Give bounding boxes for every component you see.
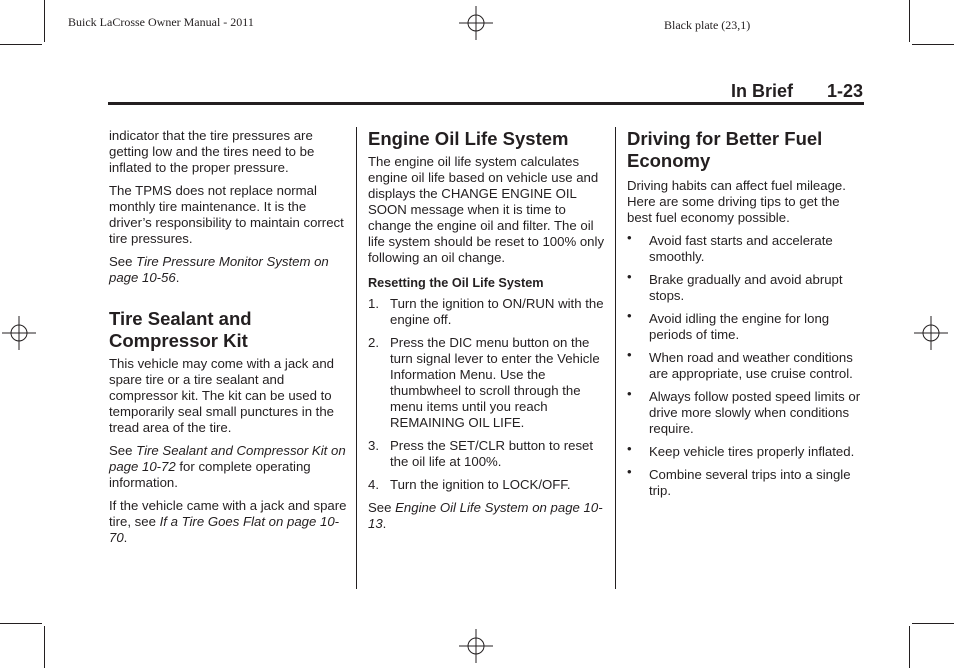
heading-fuel-economy: Driving for Better Fuel Economy (627, 128, 823, 171)
step-item (368, 477, 608, 493)
page-number: 1-23 (827, 81, 864, 101)
tip-item (627, 464, 863, 499)
tip-item (627, 386, 863, 437)
tip-text: Avoid idling the engine for long periods of time. (649, 311, 830, 342)
see-prefix: See (109, 443, 137, 458)
tip-text: Avoid fast starts and accelerate smoothly. (649, 233, 833, 264)
plate-label: Black plate (23,1) (664, 18, 751, 32)
cross-reference (109, 443, 351, 491)
see-suffix: . (175, 270, 180, 285)
tip-text: Keep vehicle tires properly inflated. (649, 444, 855, 459)
section-title: In Brief (731, 81, 794, 101)
see-prefix: If the vehicle came with a jack and spare tire, see (109, 498, 347, 529)
step-number: 2. (368, 335, 379, 350)
bullet-icon: • (627, 464, 632, 479)
reference-link[interactable]: Tire Sealant and Compressor Kit on page 10-72 (109, 443, 346, 474)
registration-mark-icon (459, 629, 493, 663)
step-item (368, 438, 608, 470)
tip-item (627, 441, 863, 460)
step-number: 4. (368, 477, 379, 492)
tip-text: When road and weather conditions are appropriate, use cruise control. (649, 350, 853, 381)
column-1 (109, 128, 351, 553)
step-number: 3. (368, 438, 379, 453)
steps-list (368, 296, 608, 493)
cross-reference (368, 500, 608, 532)
column-2 (368, 128, 608, 539)
crop-mark (912, 44, 954, 45)
manual-title: Buick LaCrosse Owner Manual - 2011 (68, 15, 254, 29)
crop-mark (0, 44, 42, 45)
tip-text: Brake gradually and avoid abrupt stops. (649, 272, 843, 303)
see-suffix: . (123, 530, 128, 545)
paragraph: This vehicle may come with a jack and spare tire or a tire sealant and compressor kit. The kit can be used to temporarily seal small punctures in the tread area of the tire. (109, 356, 335, 435)
heading-tire-sealant: Tire Sealant and Compressor Kit (109, 308, 252, 351)
see-prefix: See (109, 254, 137, 269)
reference-link[interactable]: Engine Oil Life System on page 10-13 (368, 500, 603, 531)
bullet-icon: • (627, 269, 632, 284)
registration-mark-icon (459, 6, 493, 40)
bullet-icon: • (627, 347, 632, 362)
cross-reference (109, 498, 351, 546)
column-divider (356, 127, 357, 589)
see-prefix: See (368, 500, 396, 515)
tip-item (627, 230, 863, 265)
tip-item (627, 308, 863, 343)
header-rule (108, 102, 864, 105)
step-text: Press the SET/CLR button to reset the oil life at 100%. (390, 438, 594, 469)
step-item (368, 335, 608, 431)
crop-mark (0, 623, 42, 624)
registration-mark-icon (914, 316, 948, 350)
bullet-icon: • (627, 308, 632, 323)
see-suffix: . (382, 516, 387, 531)
tip-item (627, 269, 863, 304)
registration-mark-icon (2, 316, 36, 350)
bullet-icon: • (627, 441, 632, 456)
step-text: Turn the ignition to ON/RUN with the engine off. (390, 296, 604, 327)
bullet-icon: • (627, 230, 632, 245)
step-text: Turn the ignition to LOCK/OFF. (390, 477, 571, 492)
tip-item (627, 347, 863, 382)
heading-engine-oil-life: Engine Oil Life System (368, 128, 569, 149)
crop-mark (44, 626, 45, 668)
step-number: 1. (368, 296, 379, 311)
paragraph: The TPMS does not replace normal monthly tire maintenance. It is the driver’s responsibility to maintain correct tire pressures. (109, 183, 344, 246)
crop-mark (909, 626, 910, 668)
subheading-reset: Resetting the Oil Life System (368, 276, 544, 290)
tips-list (627, 230, 863, 499)
tip-text: Always follow posted speed limits or drive more slowly when conditions require. (649, 389, 861, 436)
crop-mark (909, 0, 910, 42)
column-divider (615, 127, 616, 589)
step-text: Press the DIC menu button on the turn signal lever to enter the Vehicle Information Menu. Use the thumbwheel to scroll through the menu items until you reach REMAINING OIL LIFE. (390, 335, 600, 430)
reference-link[interactable]: Tire Pressure Monitor System on page 10-56 (109, 254, 329, 285)
paragraph: Driving habits can affect fuel mileage. Here are some driving tips to get the best fuel economy possible. (627, 178, 846, 225)
reference-link[interactable]: If a Tire Goes Flat on page 10-70 (109, 514, 340, 545)
step-item (368, 296, 608, 328)
crop-mark (912, 623, 954, 624)
column-3 (627, 128, 863, 506)
crop-mark (44, 0, 45, 42)
bullet-icon: • (627, 386, 632, 401)
cross-reference (109, 254, 351, 286)
paragraph: indicator that the tire pressures are getting low and the tires need to be inflated to the proper pressure. (109, 128, 315, 175)
see-suffix: for complete operating information. (109, 459, 311, 490)
paragraph: The engine oil life system calculates engine oil life based on vehicle use and displays the CHANGE ENGINE OIL SOON message when it is time to change the engine oil and filter. The oil life system should be reset to 100% only following an oil change. (368, 154, 605, 265)
tip-text: Combine several trips into a single trip. (649, 467, 851, 498)
